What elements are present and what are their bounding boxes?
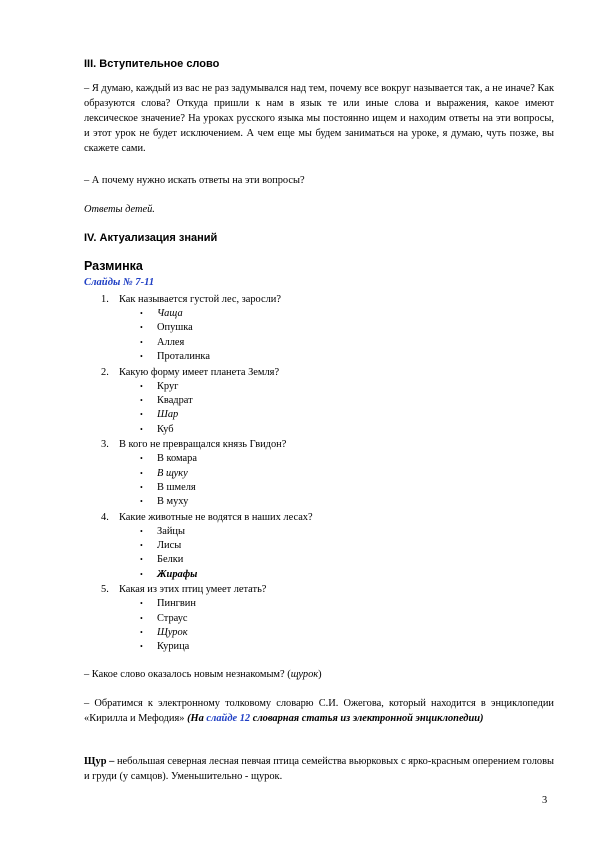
answer-option — [101, 525, 561, 539]
answer-option-text: Квадрат — [157, 394, 193, 406]
answer-option — [101, 612, 561, 626]
question-number: 2. — [101, 366, 109, 378]
quiz-list — [101, 292, 561, 655]
bullet-icon: • — [140, 555, 143, 565]
answer-option-text: Круг — [157, 380, 179, 392]
answer-option-text: Страус — [157, 612, 188, 624]
answer-option-text: Зайцы — [157, 525, 185, 537]
answer-option-text: Курица — [157, 641, 190, 653]
answer-option — [101, 307, 561, 321]
question-text: Какая из этих птиц умеет летать? — [119, 584, 267, 596]
answer-option — [101, 321, 561, 335]
answer-option — [101, 481, 561, 495]
answer-option — [101, 553, 561, 567]
question-number: 1. — [101, 294, 109, 305]
question-paragraph: – А почему нужно искать ответы на эти вопросы? — [84, 175, 305, 186]
bullet-icon: • — [140, 410, 143, 420]
dictionary-note-rest: словарная статья из электронной энциклопедии) — [250, 713, 484, 724]
bullet-icon: • — [140, 541, 143, 551]
bullet-icon: • — [140, 497, 143, 507]
bullet-icon: • — [140, 642, 143, 652]
slide-12-reference: слайде 12 — [206, 713, 251, 724]
question-text: Какие животные не водятся в наших лесах? — [119, 511, 313, 523]
children-answers-note: Ответы детей. — [84, 204, 155, 215]
quiz-question — [101, 365, 561, 380]
section-heading-introduction: III. Вступительное слово — [84, 58, 220, 70]
definition-paragraph — [84, 754, 554, 784]
answer-option-text: Шар — [157, 409, 179, 421]
answer-option — [101, 350, 561, 364]
question-text: Как называется густой лес, заросли? — [119, 294, 281, 305]
answer-option-text: В шмеля — [157, 481, 196, 493]
answer-option — [101, 467, 561, 481]
bullet-icon: • — [140, 309, 143, 318]
answer-option — [101, 423, 561, 437]
answer-option-text: Аллея — [157, 336, 185, 348]
bullet-icon: • — [140, 599, 143, 609]
bullet-icon: • — [140, 381, 143, 391]
question-text: В кого не превращался князь Гвидон? — [119, 439, 287, 451]
answer-option — [101, 640, 561, 654]
dictionary-note-open: (На — [187, 713, 207, 724]
answer-option — [101, 380, 561, 394]
question-number: 4. — [101, 511, 109, 523]
bullet-icon: • — [140, 323, 143, 333]
section-heading-knowledge-update: IV. Актуализация знаний — [84, 232, 218, 244]
bullet-icon: • — [140, 482, 143, 492]
bullet-icon: • — [140, 468, 143, 478]
warmup-title: Разминка — [84, 259, 143, 273]
bullet-icon: • — [140, 613, 143, 623]
answer-option — [101, 452, 561, 466]
answer-option-text: Жирафы — [157, 568, 198, 580]
definition-term: Щур – — [84, 756, 115, 767]
answer-option — [101, 495, 561, 509]
new-word-question-suffix: ) — [318, 669, 322, 680]
answer-option-text: Щурок — [157, 627, 188, 639]
answer-option — [101, 394, 561, 408]
bullet-icon: • — [140, 569, 143, 579]
bullet-icon: • — [140, 454, 143, 464]
intro-paragraph: – Я думаю, каждый из вас не раз задумывался над тем, почему все вокруг называется так, а не иначе? Как образуются слова? Откуда пришли к нам в язык те или иные слова и выражения, какое имеют лексическое значение? На уроках русского языка мы постоянно ищем и находим ответы на эти вопросы, и этот урок не будет исключением. А чем еще мы будем заниматься на уроке, я думаю, чуть позже, вы скажете сами. — [84, 83, 554, 154]
new-word-question — [84, 667, 554, 682]
bullet-icon: • — [140, 628, 143, 638]
dictionary-text: – Обратимся к электронному толковому словарю С.И. Ожегова, который находится в энциклопедии «Кирилла и Мефодия» — [84, 698, 554, 724]
page-number: 3 — [542, 795, 548, 806]
answer-option-text: Пингвин — [157, 598, 196, 610]
new-word-answer: щурок — [290, 669, 319, 680]
bullet-icon: • — [140, 352, 143, 362]
bullet-icon: • — [140, 526, 143, 536]
answer-option-text: Белки — [157, 554, 184, 566]
bullet-icon: • — [140, 337, 143, 347]
answer-option — [101, 539, 561, 553]
answer-option-text: Лисы — [157, 540, 182, 552]
new-word-question-prefix: – Какое слово оказалось новым незнакомым? ( — [84, 669, 291, 680]
bullet-icon: • — [140, 424, 143, 434]
answer-option — [101, 408, 561, 422]
quiz-question — [101, 437, 561, 452]
answer-option-text: Проталинка — [157, 351, 210, 363]
answer-option — [101, 568, 561, 582]
quiz-question — [101, 292, 561, 307]
answer-option-text: В комара — [157, 453, 197, 465]
definition-text: небольшая северная лесная певчая птица семейства вьюрковых с ярко-красным оперением головы и груди (у самцов). Уменьшительно - щурок. — [84, 756, 554, 782]
answer-option — [101, 626, 561, 640]
answer-option — [101, 336, 561, 350]
answer-option-text: Куб — [157, 423, 174, 435]
question-number: 3. — [101, 439, 109, 451]
question-text: Какую форму имеет планета Земля? — [119, 366, 280, 378]
question-number: 5. — [101, 584, 109, 596]
bullet-icon: • — [140, 395, 143, 405]
quiz-question — [101, 582, 561, 597]
answer-option-text: Чаща — [157, 308, 183, 319]
answer-option-text: В щуку — [157, 467, 188, 479]
dictionary-paragraph — [84, 696, 554, 726]
slides-label: Слайды № 7-11 — [84, 277, 155, 288]
answer-option-text: Опушка — [157, 322, 193, 334]
answer-option-text: В муху — [157, 496, 189, 508]
answer-option — [101, 597, 561, 611]
quiz-question — [101, 510, 561, 525]
